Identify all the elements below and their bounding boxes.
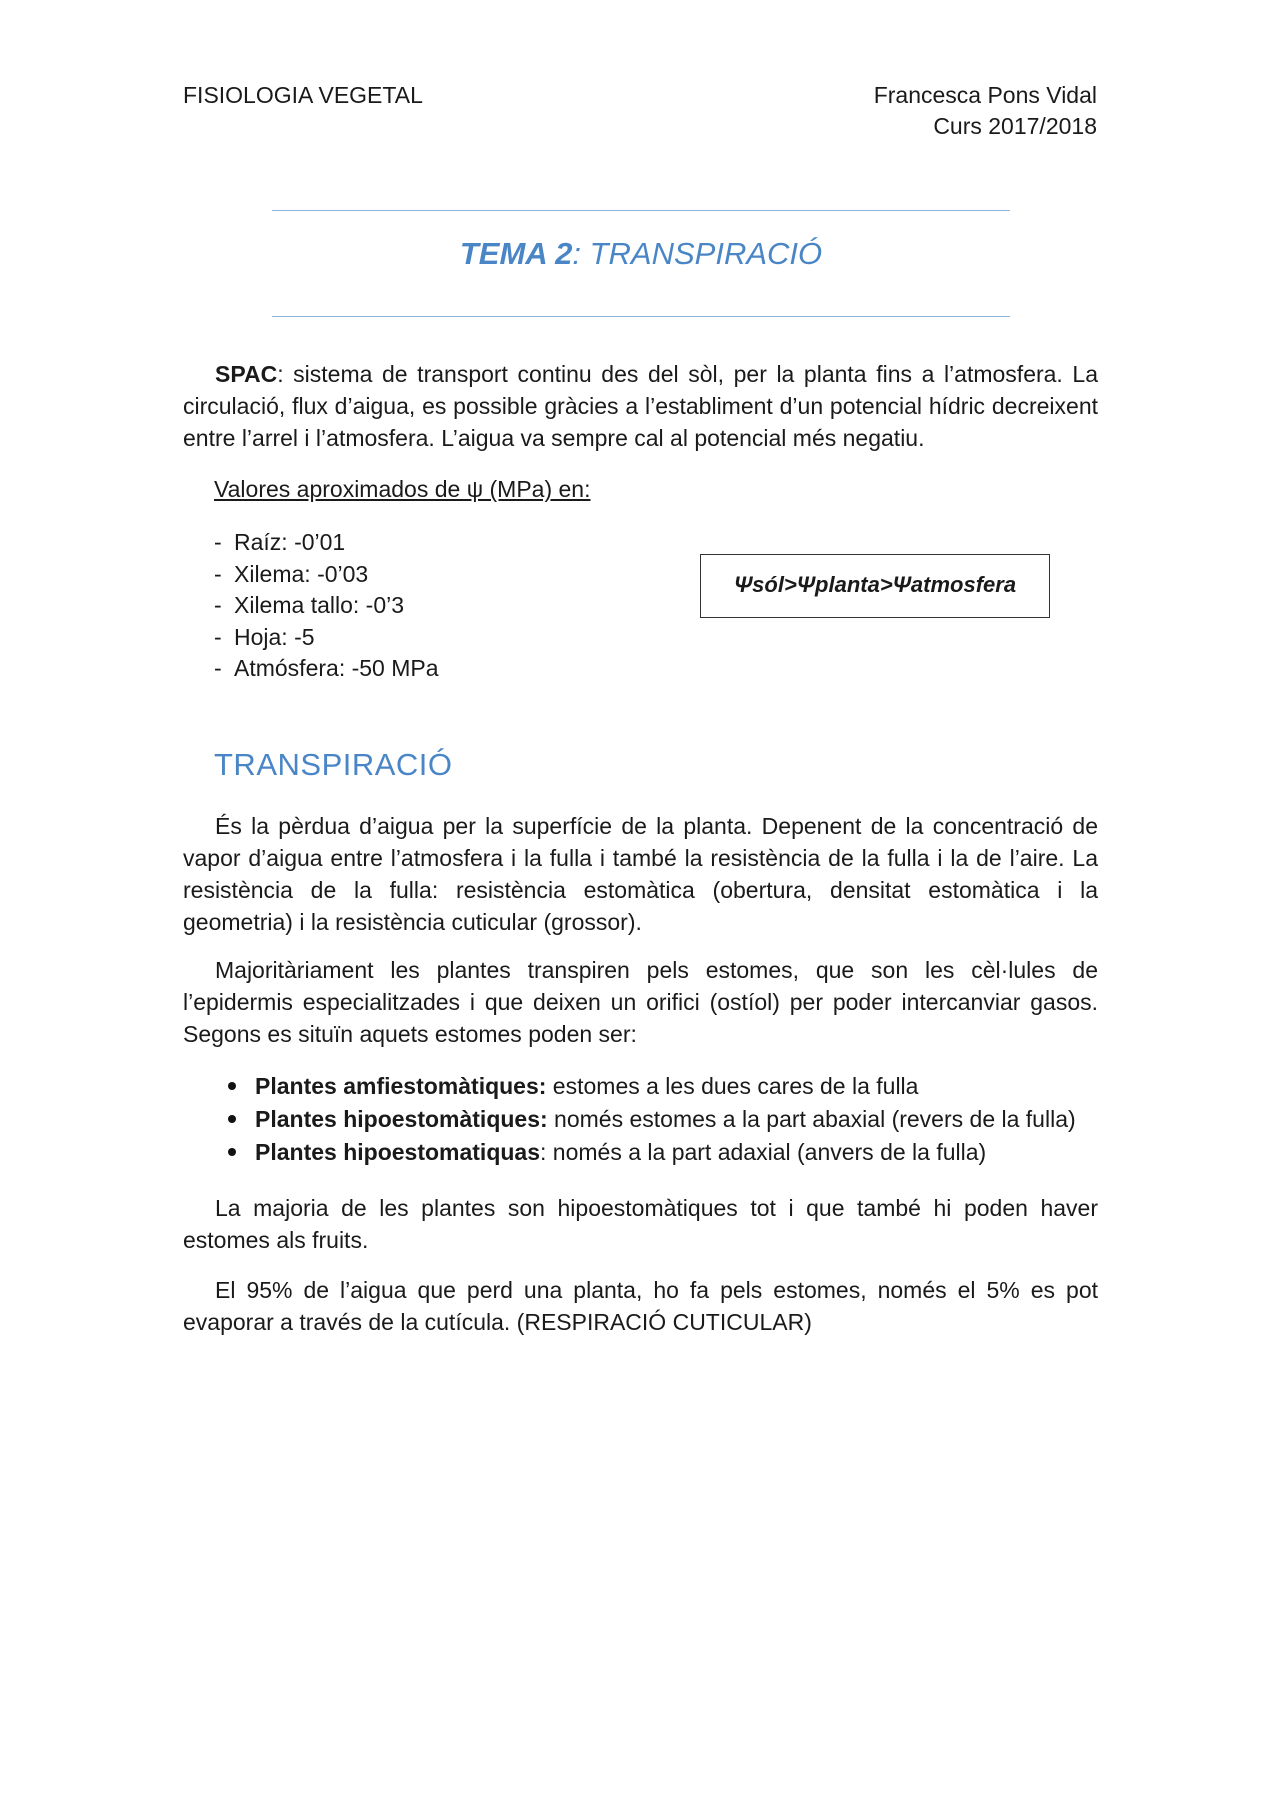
dash-marker: - <box>214 592 222 618</box>
intro-term: SPAC <box>215 361 278 387</box>
header-course: Curs 2017/2018 <box>933 113 1097 139</box>
list-item <box>228 1136 1076 1169</box>
list-item <box>214 590 439 622</box>
value-raiz: Raíz: -0’01 <box>234 529 346 555</box>
intro-text: : sistema de transport continu des del sòl, per la planta fins a l’atmosfera. La circulació, flux d’aigua, es possible gràcies a l’establiment d’un potencial hídric decreixent entre l’arrel i l’atmosfera. L’aigua va sempre cal al potencial més negatiu. <box>183 361 1098 451</box>
bullet-desc: estomes a les dues cares de la fulla <box>546 1073 919 1099</box>
bullet-icon <box>228 1148 236 1156</box>
title-rest: : TRANSPIRACIÓ <box>572 236 823 271</box>
header-author: Francesca Pons Vidal <box>873 82 1097 108</box>
paragraph: El 95% de l’aigua que perd una planta, ho fa pels estomes, només el 5% es pot evaporar a través de la cutícula. (RESPIRACIÓ CUTICULAR) <box>183 1277 1098 1335</box>
paragraph: És la pèrdua d’aigua per la superfície de la planta. Depenent de la concentració de vapor d’aigua entre l’atmosfera i la fulla i també la resistència de la fulla i la de l’aire. La resistència de la fulla: resistència estomàtica (obertura, densitat estomàtica i la geometria) i la resistència cuticular (grossor). <box>183 813 1098 935</box>
values-title: Valores aproximados de ψ (MPa) en: <box>214 476 591 502</box>
page-title <box>272 234 1010 274</box>
header-subject: FISIOLOGIA VEGETAL <box>183 82 423 108</box>
water-potential-formula: Ψsól>Ψplanta>Ψatmosfera <box>700 554 1050 618</box>
list-item <box>228 1070 1076 1103</box>
values-list <box>214 527 439 685</box>
dash-marker: - <box>214 655 222 681</box>
dash-marker: - <box>214 560 222 587</box>
stomata-types-list <box>228 1070 1076 1169</box>
value-xilema: Xilema: -0’03 <box>234 560 369 587</box>
section-title: TRANSPIRACIÓ <box>214 747 453 782</box>
bullet-term: Plantes amfiestomàtiques: <box>255 1073 547 1099</box>
paragraph: Majoritàriament les plantes transpiren pels estomes, que son les cèl·lules de l’epidermis especialitzades i que deixen un orifici (ostíol) per poder intercanviar gasos. Segons es situïn aquets estomes poden ser: <box>183 957 1098 1047</box>
list-item <box>228 1103 1076 1136</box>
list-item <box>214 559 439 591</box>
bullet-term: Plantes hipoestomàtiques: <box>255 1106 548 1132</box>
bullet-desc: només estomes a la part abaxial (revers de la fulla) <box>547 1106 1076 1132</box>
title-prefix: TEMA 2 <box>459 236 573 271</box>
title-top-rule <box>272 210 1010 211</box>
bullet-desc: : només a la part adaxial (anvers de la fulla) <box>540 1139 987 1165</box>
dash-marker: - <box>214 529 222 555</box>
title-bottom-rule <box>272 316 1010 317</box>
list-item <box>214 653 439 685</box>
value-xilema-tallo: Xilema tallo: -0’3 <box>234 592 405 618</box>
value-atmosfera: Atmósfera: -50 MPa <box>234 655 439 681</box>
bullet-icon <box>228 1115 236 1123</box>
value-hoja: Hoja: -5 <box>234 623 315 650</box>
intro-paragraph <box>183 358 1098 454</box>
bullet-term: Plantes hipoestomatiquas <box>255 1139 541 1165</box>
list-item <box>214 527 439 559</box>
paragraph: La majoria de les plantes son hipoestomàtiques tot i que també hi poden haver estomes als fruits. <box>183 1195 1098 1253</box>
bullet-icon <box>228 1082 236 1090</box>
header-author-block <box>874 80 1097 142</box>
dash-marker: - <box>214 623 222 650</box>
list-item <box>214 622 439 654</box>
